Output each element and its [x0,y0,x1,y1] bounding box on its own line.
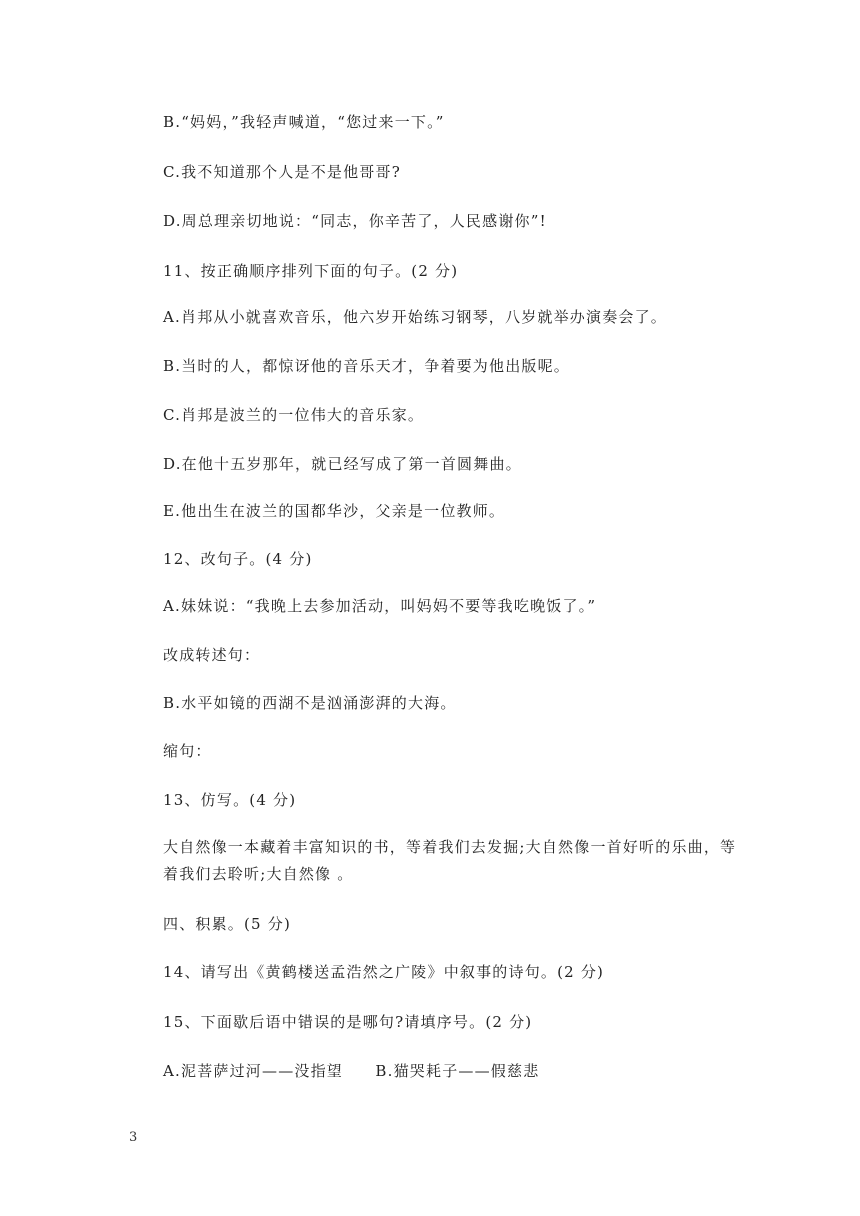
option-c-line: C.我不知道那个人是不是他哥哥? [163,163,401,181]
q11-sentence-d: D.在他十五岁那年，就已经写成了第一首圆舞曲。 [163,455,522,473]
q11-sentence-a: A.肖邦从小就喜欢音乐，他六岁开始练习钢琴，八岁就举办演奏会了。 [163,308,668,326]
question-15-heading: 15、下面歇后语中错误的是哪句?请填序号。(2 分) [163,1013,533,1031]
question-14-heading: 14、请写出《黄鹤楼送孟浩然之广陵》中叙事的诗句。(2 分) [163,963,605,981]
q15-options: A.泥菩萨过河——没指望 B.猫哭耗子——假慈悲 [163,1062,540,1080]
q12-item-b: B.水平如镜的西湖不是汹涌澎湃的大海。 [163,694,457,712]
question-13-heading: 13、仿写。(4 分) [163,791,297,809]
q11-sentence-e: E.他出生在波兰的国都华沙，父亲是一位教师。 [163,502,506,520]
q12-answer-prompt-a: 改成转述句： [163,646,261,664]
section-four-heading: 四、积累。(5 分) [163,915,292,933]
question-12-heading: 12、改句子。(4 分) [163,550,313,568]
q13-imitation-paragraph: 大自然像一本藏着丰富知识的书，等着我们去发掘;大自然像一首好听的乐曲，等着我们去聆听;大自然像 。 [163,838,737,883]
question-11-heading: 11、按正确顺序排列下面的句子。(2 分) [163,262,459,280]
q12-item-a: A.妹妹说：“我晚上去参加活动，叫妈妈不要等我吃晚饭了。” [163,597,597,615]
q12-answer-prompt-b: 缩句： [163,742,212,760]
q11-sentence-c: C.肖邦是波兰的一位伟大的音乐家。 [163,406,425,424]
option-b-line: B.“妈妈，”我轻声喊道，“您过来一下。” [163,113,445,131]
option-d-line: D.周总理亲切地说：“同志，你辛苦了，人民感谢你”! [163,212,547,230]
page-number: 3 [129,1130,138,1145]
q11-sentence-b: B.当时的人，都惊讶他的音乐天才，争着要为他出版呢。 [163,357,570,375]
